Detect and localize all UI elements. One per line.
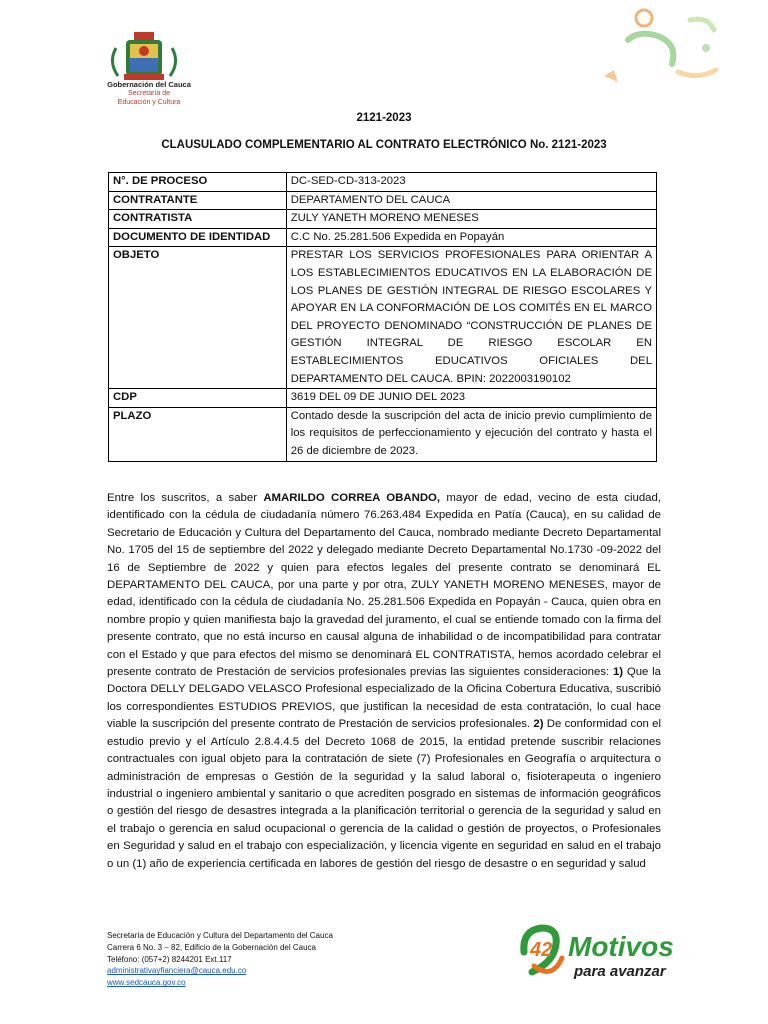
secretary-name: AMARILDO CORREA OBANDO, xyxy=(263,492,441,504)
footer-address: Carrera 6 No. 3 – 82, Edificio de la Gobernación del Cauca xyxy=(107,942,317,952)
table-row xyxy=(109,191,657,210)
contract-body-paragraph xyxy=(107,490,661,873)
campaign-logo xyxy=(518,922,678,986)
table-row xyxy=(109,210,657,229)
row-label: CDP xyxy=(109,389,287,408)
body-text-d: De conformidad con el estudio previo y el Artículo 2.8.4.4.5 del Decreto 1068 de 2015, la entidad pretende suscribir relaciones contractuales con igual objeto para la contratación de siete (7) Profesionales en Geografía o arquitectura o administración de empresas o Gestión de la seguridad y la salud laboral o, fisioterapeuta o ingeniero industrial o ingeniero ambiental y sanitario o que acrediten posgrado en sistemas de información geográficos o gestión del riesgo de desastres integrada a la planificación territorial o gerencia de la seguridad y salud en el trabajo o gerencia en salud ocupacional o gerencia de la calidad o gestión de proyectos, o Profesionales en Seguridad y salud en el trabajo con especialización, y licencia vigente en seguridad en salud en el trabajo o un (1) año de experiencia certificada en labores de gestión del riesgo de desastre o en seguridad y salud xyxy=(107,718,661,870)
footer-office: Secretaría de Educación y Cultura del Departamento del Cauca xyxy=(107,931,333,940)
row-label: DOCUMENTO DE IDENTIDAD xyxy=(109,228,287,247)
row-value: ZULY YANETH MORENO MENESES xyxy=(286,210,656,229)
row-label: N°. DE PROCESO xyxy=(109,173,287,192)
body-text-c: Que la Doctora DELLY DELGADO VELASCO Profesional especializado de la Oficina Cobertura Educativa, suscribió los correspondientes ESTUDIOS PREVIOS, que justifican la necesidad de esta contratación, lo cual hace viable la suscripción del presente contrato de Prestación de servicios profesionales. xyxy=(107,666,661,731)
campaign-logo-number: 42 xyxy=(530,939,553,961)
table-row xyxy=(109,247,657,389)
document-title: CLAUSULADO COMPLEMENTARIO AL CONTRATO ELECTRÓNICO No. 2121-2023 xyxy=(161,139,607,151)
row-value: DC-SED-CD-313-2023 xyxy=(286,173,656,192)
decorative-shapes xyxy=(598,0,728,110)
consideration-2-marker: 2) xyxy=(533,718,544,731)
row-value: 3619 DEL 09 DE JUNIO DEL 2023 xyxy=(286,389,656,408)
table-row xyxy=(109,407,657,461)
row-value: PRESTAR LOS SERVICIOS PROFESIONALES PARA ORIENTAR A LOS ESTABLECIMIENTOS EDUCATIVOS EN LA ELABORACIÓN DE LOS PLANES DE GESTIÓN INTEGRAL DE RIESGO ESCOLARES Y APOYAR EN LA CONFORMACIÓN DE LOS COMITÉS EN EL MARCO DEL PROYECTO DENOMINADO “CONSTRUCCIÓN DE PLANES DE GESTIÓN INTEGRAL DE RIESGO ESCOLAR EN ESTABLECIMIENTOS EDUCATIVOS OFICIALES DEL DEPARTAMENTO DEL CAUCA. BPIN: 2022003190102 xyxy=(286,247,656,389)
row-label: CONTRATISTA xyxy=(109,210,287,229)
footer-contact xyxy=(107,930,407,989)
row-value: C.C No. 25.281.506 Expedida en Popayán xyxy=(286,228,656,247)
document-number: 2121-2023 xyxy=(356,112,412,124)
campaign-logo-main: Motivos xyxy=(568,931,674,962)
logo-org-name: Gobernación del Cauca xyxy=(107,80,191,89)
table-row xyxy=(109,389,657,408)
footer-website-link[interactable]: www.sedcauca.gov.co xyxy=(107,978,186,988)
logo-educacion: Educación y Cultura xyxy=(117,99,181,106)
row-label: CONTRATANTE xyxy=(109,191,287,210)
row-value: Contado desde la suscripción del acta de inicio previo cumplimiento de los requisitos de perfeccionamiento y ejecución del contrato y hasta el 26 de diciembre de 2023. xyxy=(286,407,656,461)
consideration-1-marker: 1) xyxy=(612,666,624,679)
body-text-a: Entre los suscritos, a saber xyxy=(107,492,264,504)
body-text-b: mayor de edad, vecino de esta ciudad, identificado con la cédula de ciudadanía número 76.263.484 Expedida en Patía (Cauca), en su calidad de Secretario de Educación y Cultura del Departamento del Cauca, nombrado mediante Decreto Departamental No. 1705 del 15 de septiembre del 2022 y delegado mediante Decreto Departamental No.1730 -09-2022 del 16 de Septiembre de 2022 y quien para efectos legales del presente contrato se denominará EL DEPARTAMENTO DEL CAUCA, por una parte y por otra, ZULY YANETH MORENO MENESES, mayor de edad, identificado con la cédula de ciudadanía No. 25.281.506 Expedida en Popayán - Cauca, quien obra en nombre propio y quien manifiesta bajo la gravedad del juramento, el cual se entiende tomado con la firma del presente contrato, que no está incurso en causal alguna de inhabilidad o de incompatibilidad para contratar con el Estado y que para efectos del mismo se denominará EL CONTRATISTA, hemos acordado celebrar el presente contrato de Prestación de servicios profesionales previas las siguientes consideraciones: xyxy=(107,492,661,679)
row-value: DEPARTAMENTO DEL CAUCA xyxy=(286,191,656,210)
footer-email-link[interactable]: administrativayfianciera@cauca.edu.co xyxy=(107,966,247,976)
table-row xyxy=(109,228,657,247)
contract-info-table xyxy=(108,172,657,462)
row-label: PLAZO xyxy=(109,407,287,461)
table-row xyxy=(109,173,657,192)
footer-phone: Teléfono: (057+2) 8244201 Ext.117 xyxy=(107,954,232,964)
row-label: OBJETO xyxy=(109,247,287,389)
logo-caption xyxy=(104,80,194,107)
campaign-logo-sub: para avanzar xyxy=(574,963,666,980)
logo-secretaria: Secretaría de xyxy=(127,90,171,97)
